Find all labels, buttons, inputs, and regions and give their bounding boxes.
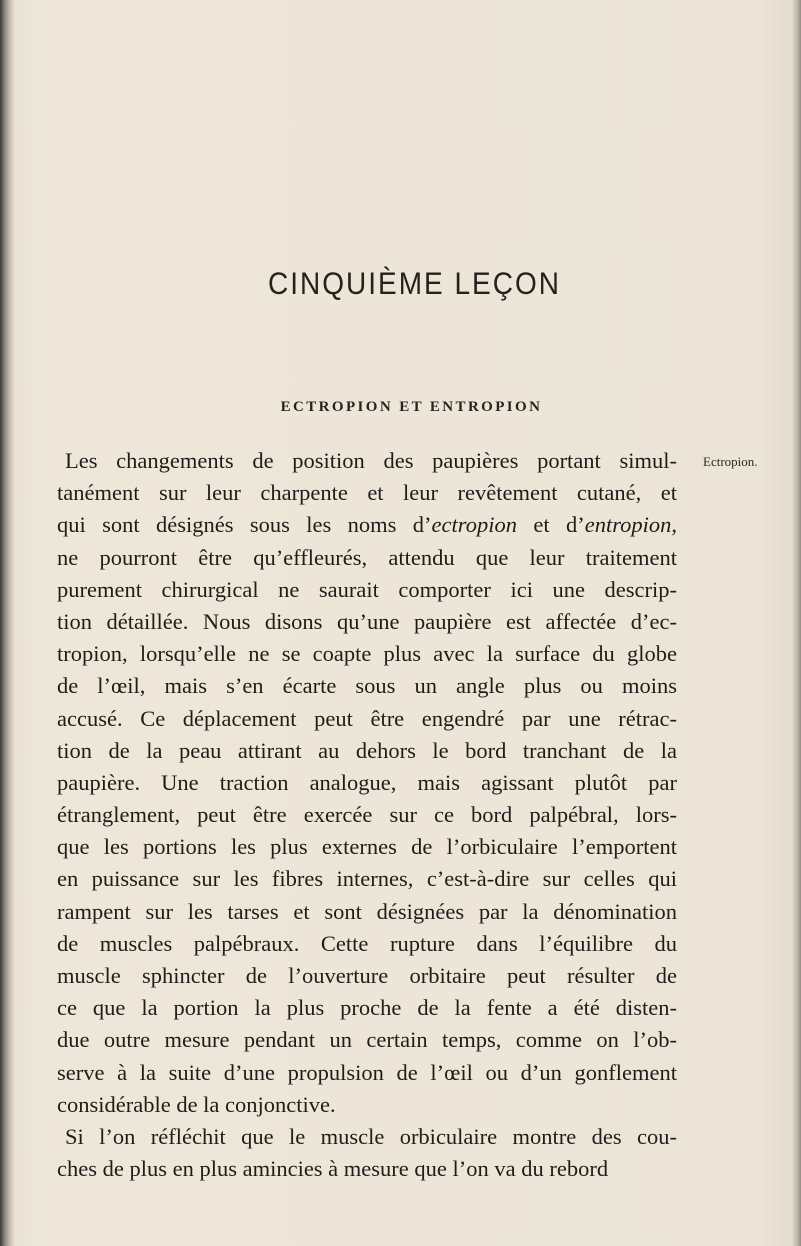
body-text [57, 445, 677, 1185]
chapter-title: CINQUIÈME LEÇON [268, 266, 561, 301]
margin-note: Ectropion. [703, 454, 758, 469]
text-line: Si l’on réfléchit que le muscle orbiculaire montre des cou- [65, 1123, 677, 1149]
text-line: rampent sur les tarses et sont désignées par la dénomination [57, 898, 677, 924]
text-line: due outre mesure pendant un certain temps, comme on l’ob- [57, 1027, 677, 1053]
text-line: considérable de la conjonctive. [57, 1091, 336, 1117]
text-line: que les portions les plus externes de l’orbiculaire l’emportent [57, 834, 677, 860]
text-line: Les changements de position des paupières portant simul- [65, 448, 677, 473]
text-line: tanément sur leur charpente et leur revêtement cutané, et [57, 480, 677, 506]
text-line: muscle sphincter de l’ouverture orbitaire peut résulter de [57, 963, 677, 988]
text-line: étranglement, peut être exercée sur ce bord palpébral, lors- [57, 802, 677, 828]
text-line: tropion, lorsqu’elle ne se coapte plus avec la surface du globe [57, 641, 677, 667]
chapter-subtitle: ECTROPION ET ENTROPION [280, 399, 543, 415]
text-line: tion de la peau attirant au dehors le bord tranchant de la [57, 737, 677, 763]
text-line: paupière. Une traction analogue, mais agissant plutôt par [57, 769, 677, 795]
text-line: ce que la portion la plus proche de la fente a été disten- [57, 995, 677, 1021]
text-run: qui sont désignés sous les noms d’ [57, 512, 432, 538]
text-line [57, 509, 677, 541]
text-line: accusé. Ce déplacement peut être engendré par une rétrac- [57, 705, 677, 731]
text-line: de muscles palpébraux. Cette rupture dans l’équilibre du [57, 930, 677, 956]
italic-term-ectropion: ectropion [431, 512, 517, 538]
text-run: et d’ [516, 512, 585, 538]
text-line: serve à la suite d’une propulsion de l’œil ou d’un gonflement [57, 1059, 677, 1085]
text-line: de l’œil, mais s’en écarte sous un angle plus ou moins [57, 673, 677, 699]
text-line: purement chirurgical ne saurait comporter ici une descrip- [57, 576, 677, 602]
text-run: , [671, 512, 677, 538]
page-binding-shadow [0, 0, 14, 1246]
page-right-edge [791, 0, 801, 1246]
text-line: ne pourront être qu’effleurés, attendu que leur traitement [57, 544, 677, 570]
italic-term-entropion: entropion [584, 512, 672, 538]
text-line: ches de plus en plus amincies à mesure que l’on va du rebord [57, 1156, 609, 1182]
text-line: en puissance sur les fibres internes, c’est-à-dire sur celles qui [57, 866, 677, 892]
text-line: tion détaillée. Nous disons qu’une paupière est affectée d’ec- [57, 608, 677, 634]
